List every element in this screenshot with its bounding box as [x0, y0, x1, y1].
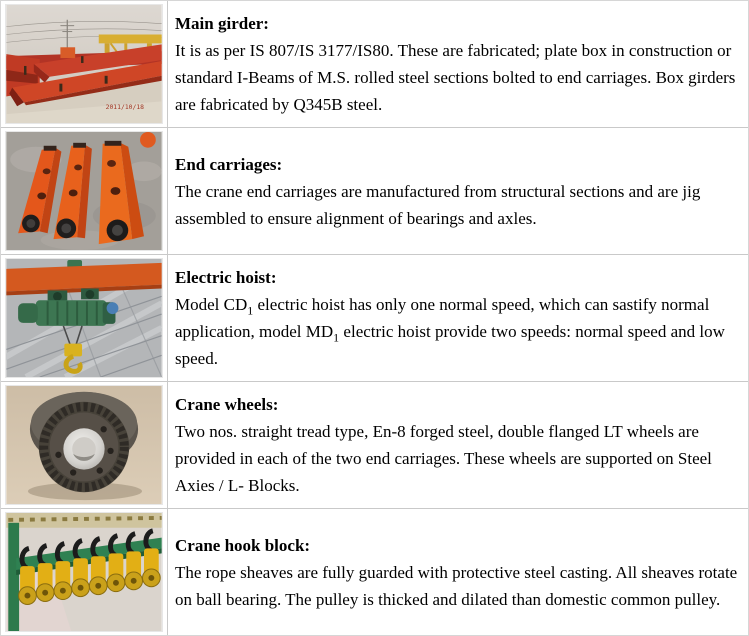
section-text: [168, 1, 748, 127]
photo-cell: [1, 1, 168, 127]
section-heading: Crane hook block:: [175, 535, 311, 555]
section-text: [168, 509, 748, 635]
section-text: [168, 382, 748, 508]
photo-cell: [1, 128, 168, 254]
section-body: Two nos. straight tread type, En-8 forged steel, double flanged LT wheels are provided in each of the two end carriages. These wheels are supported on Steel Axies / L- Blocks.: [175, 422, 712, 495]
section-body: The crane end carriages are manufactured from structural sections and are jig assembled to ensure alignment of bearings and axles.: [175, 181, 701, 228]
section-body: It is as per IS 807/IS 3177/IS80. These are fabricated; plate box in construction or standard I-Beams of M.S. rolled steel sections bolted to end carriages. Box girders are fabricated by Q345B steel.: [175, 41, 736, 114]
section-text: [168, 128, 748, 254]
section-heading: Main girder:: [175, 14, 269, 33]
section-text: [168, 255, 748, 381]
section-row-crane-hook-block: [1, 508, 748, 635]
photo-cell: [1, 255, 168, 381]
end-carriages-photo: [5, 131, 163, 251]
photo-cell: [1, 382, 168, 508]
electric-hoist-photo: [5, 258, 163, 378]
photo-timestamp: 2011/10/18: [105, 103, 145, 112]
section-body: The rope sheaves are fully guarded with protective steel casting. All sheaves rotate on ball bearing. The pulley is thicked and dilated than domestic common pulley.: [175, 562, 738, 609]
hoist-body: [18, 300, 118, 326]
section-body: Model $CD_1$ electric hoist has only one normal speed, which can sastify normal application, model $MD_1$ electric hoist provide two speeds: normal speed and low speed.: [175, 295, 725, 368]
section-row-electric-hoist: [1, 254, 748, 381]
section-heading: End carriages:: [175, 154, 283, 174]
section-row-crane-wheels: [1, 381, 748, 508]
crane-wheels-photo: [5, 385, 163, 505]
section-heading: Electric hoist:: [175, 268, 277, 287]
section-heading: Crane wheels:: [175, 395, 279, 414]
section-row-end-carriages: [1, 127, 748, 254]
main-girder-photo: [5, 4, 163, 124]
section-row-main-girder: [1, 1, 748, 127]
photo-cell: [1, 509, 168, 635]
crane-hook-block-photo: [5, 512, 163, 632]
